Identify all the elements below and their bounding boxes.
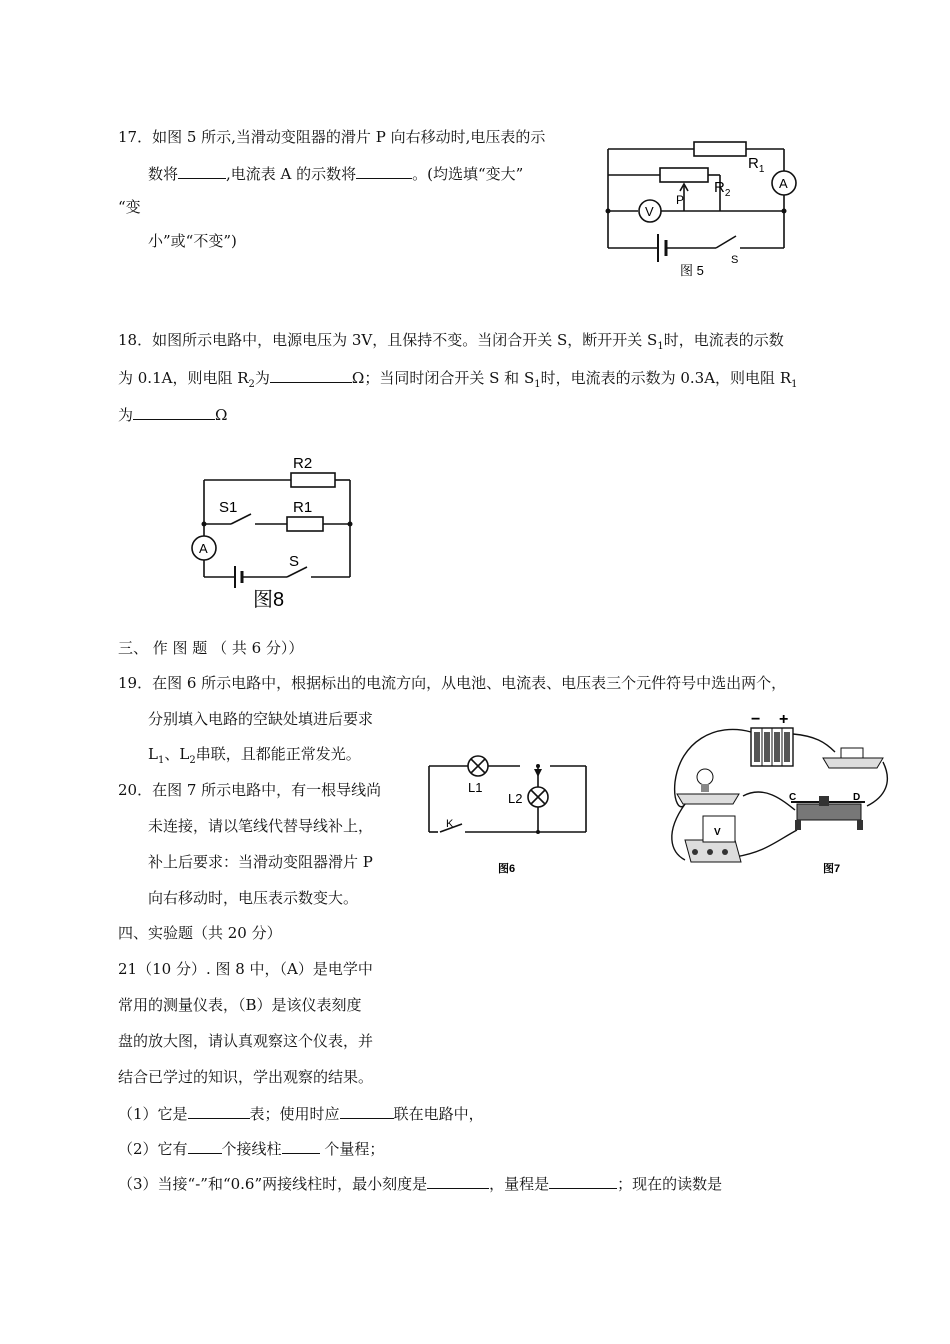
q21-p2-text-b: 个接线柱 [221, 1140, 282, 1158]
q18-text-3a: 为 [118, 406, 134, 424]
q20-line3: 补上后要求：当滑动变阻器滑片 P [148, 853, 373, 871]
q19-line2: 分别填入电路的空缺处填进后要求 [148, 710, 374, 728]
q18-text-3b: Ω [215, 406, 228, 424]
fig7-voltmeter [685, 816, 741, 862]
q19-line3 [148, 747, 361, 766]
figure-7-physical-circuit [655, 712, 895, 880]
fig5-rheostat-r2 [660, 168, 708, 182]
fig7-label-plus: + [779, 712, 789, 728]
q21-blank-connection[interactable] [340, 1105, 394, 1119]
fig5-switch [716, 236, 736, 248]
fig5-label-r2: $R_2$ [714, 179, 731, 199]
q21-p1-text-a: （1）它是 [118, 1105, 188, 1123]
q17-text-b: ,电流表 A 的示数将 [226, 165, 357, 183]
section-3-heading: 三、 作 图 题 （ 共 6 分）） [118, 639, 304, 657]
fig8-label-s1: S1 [219, 499, 238, 516]
q19-sub-2: 2 [189, 755, 196, 766]
q21-blank-ranges[interactable] [282, 1140, 320, 1154]
q21-p2-text-c: 个量程； [319, 1140, 385, 1158]
q21-part1 [118, 1105, 484, 1122]
q18-blank-r2[interactable] [270, 369, 352, 383]
q18-text-2d: 时，电流表的示数为 0.3A，则电阻 R [540, 369, 792, 387]
q18-sub-s1: 1 [657, 341, 664, 352]
figure-5-circuit [598, 128, 808, 288]
q21-p3-text-b: ，量程是 [489, 1175, 550, 1193]
q17-line1: 17．如图 5 所示,当滑动变阻器的滑片 P 向右移动时,电压表的示 [118, 128, 546, 146]
q21-blank-meter-type[interactable] [188, 1105, 250, 1119]
q18-line1 [118, 333, 784, 352]
fig7-wire-right [867, 762, 887, 806]
fig7-label-v: V [714, 827, 721, 838]
q21-p1-text-b: 表；使用时应 [249, 1105, 340, 1123]
section-4-heading: 四、实验题（共 20 分） [118, 924, 282, 942]
fig8-resistor-r1 [287, 517, 323, 531]
q18-line2 [118, 369, 798, 390]
fig7-wire-middle [743, 792, 795, 810]
fig6-caption: 图6 [498, 863, 516, 875]
q21-line1: 21（10 分）. 图 8 中，（A）是电学中 [118, 960, 373, 978]
q21-line3: 盘的放大图，请认真观察这个仪表，并 [118, 1032, 374, 1050]
q20-line4: 向右移动时，电压表示数变大。 [148, 889, 359, 907]
q19-text-a: L [148, 745, 158, 763]
q18-text-1: 18．如图所示电路中，电源电压为 3V，且保持不变。当闭合开关 S，断开开关 S [118, 331, 658, 349]
q20-line1: 20．在图 7 所示电路中，有一根导线尚 [118, 781, 382, 799]
q21-part3 [118, 1175, 722, 1192]
q18-sub-r1: 1 [791, 379, 798, 390]
q21-line2: 常用的测量仪表，（B）是该仪表刻度 [118, 996, 362, 1014]
q18-text-2b: 为 [254, 369, 270, 387]
q17-text-a: 数将 [148, 165, 179, 183]
q19-sub-1: 1 [157, 755, 165, 766]
fig7-switch [823, 748, 883, 768]
q18-text-2c: Ω；当同时闭合开关 S 和 S [351, 369, 535, 387]
q18-sub-s1b: 1 [534, 379, 541, 390]
q17-line3: “变 [118, 198, 141, 216]
q21-p2-text-a: （2）它有 [118, 1140, 188, 1158]
q20-line2: 未连接，请以笔线代替导线补上， [148, 817, 374, 835]
figure-8-circuit [183, 450, 368, 615]
q21-p1-text-c: 联在电路中， [393, 1105, 484, 1123]
fig5-caption: 图 5 [680, 263, 704, 278]
fig7-label-c: C [789, 792, 797, 803]
q21-blank-terminals[interactable] [188, 1140, 222, 1154]
fig7-wire-bottom [735, 830, 797, 857]
fig8-label-r2: R2 [293, 455, 313, 472]
fig8-resistor-r2 [291, 473, 335, 487]
q21-blank-range[interactable] [549, 1175, 617, 1189]
q19-text-b: 、L [164, 745, 190, 763]
q21-p3-text-a: （3）当接“-”和“0.6”两接线柱时，最小刻度是 [118, 1175, 428, 1193]
fig5-label-r1: $R_1$ [748, 155, 765, 175]
q18-sub-r2: 2 [248, 379, 255, 390]
fig5-resistor-r1 [694, 142, 746, 156]
q19-line1: 19．在图 6 所示电路中，根据标出的电流方向，从电池、电流表、电压表三个元件符号中选出两个， [118, 674, 787, 692]
fig8-label-s: S [289, 553, 300, 570]
fig7-label-minus: − [751, 712, 761, 728]
fig7-label-d: D [853, 792, 861, 803]
fig7-battery [751, 728, 793, 766]
fig8-label-r1: R1 [293, 499, 313, 516]
q17-blank-voltmeter[interactable] [178, 165, 226, 179]
q18-line3 [118, 406, 227, 423]
fig8-label-a: A [199, 541, 208, 556]
fig8-caption: 图8 [253, 589, 285, 611]
fig5-label-p: P [676, 193, 685, 207]
q21-line4: 结合已学过的知识，学出观察的结果。 [118, 1068, 374, 1086]
fig5-label-s: S [731, 254, 739, 266]
q17-line2 [148, 165, 523, 182]
q17-line4: 小”或“不变”) [148, 232, 237, 250]
fig6-label-l1: L1 [468, 780, 483, 795]
q17-blank-ammeter[interactable] [356, 165, 412, 179]
fig7-caption: 图7 [823, 863, 841, 875]
q21-p3-text-c: ；现在的读数是 [617, 1175, 723, 1193]
q17-text-c: 。(均选填“变大” [412, 165, 524, 183]
fig6-label-l2: L2 [508, 791, 523, 806]
q21-blank-min-scale[interactable] [427, 1175, 489, 1189]
fig7-lamp [677, 769, 739, 804]
figure-6-circuit [420, 752, 595, 877]
q19-text-c: 串联，且都能正常发光。 [195, 745, 361, 763]
fig7-wire-top-right [793, 734, 835, 752]
q18-text-1-end: 时，电流表的示数 [663, 331, 784, 349]
q18-blank-r1[interactable] [133, 406, 215, 420]
fig5-label-a: A [779, 176, 788, 191]
fig5-label-v: V [645, 204, 654, 219]
fig6-label-k: K [446, 818, 454, 830]
q18-text-2a: 为 0.1A，则电阻 R [118, 369, 249, 387]
q21-part2 [118, 1140, 384, 1157]
fig7-wire-left [672, 804, 685, 860]
